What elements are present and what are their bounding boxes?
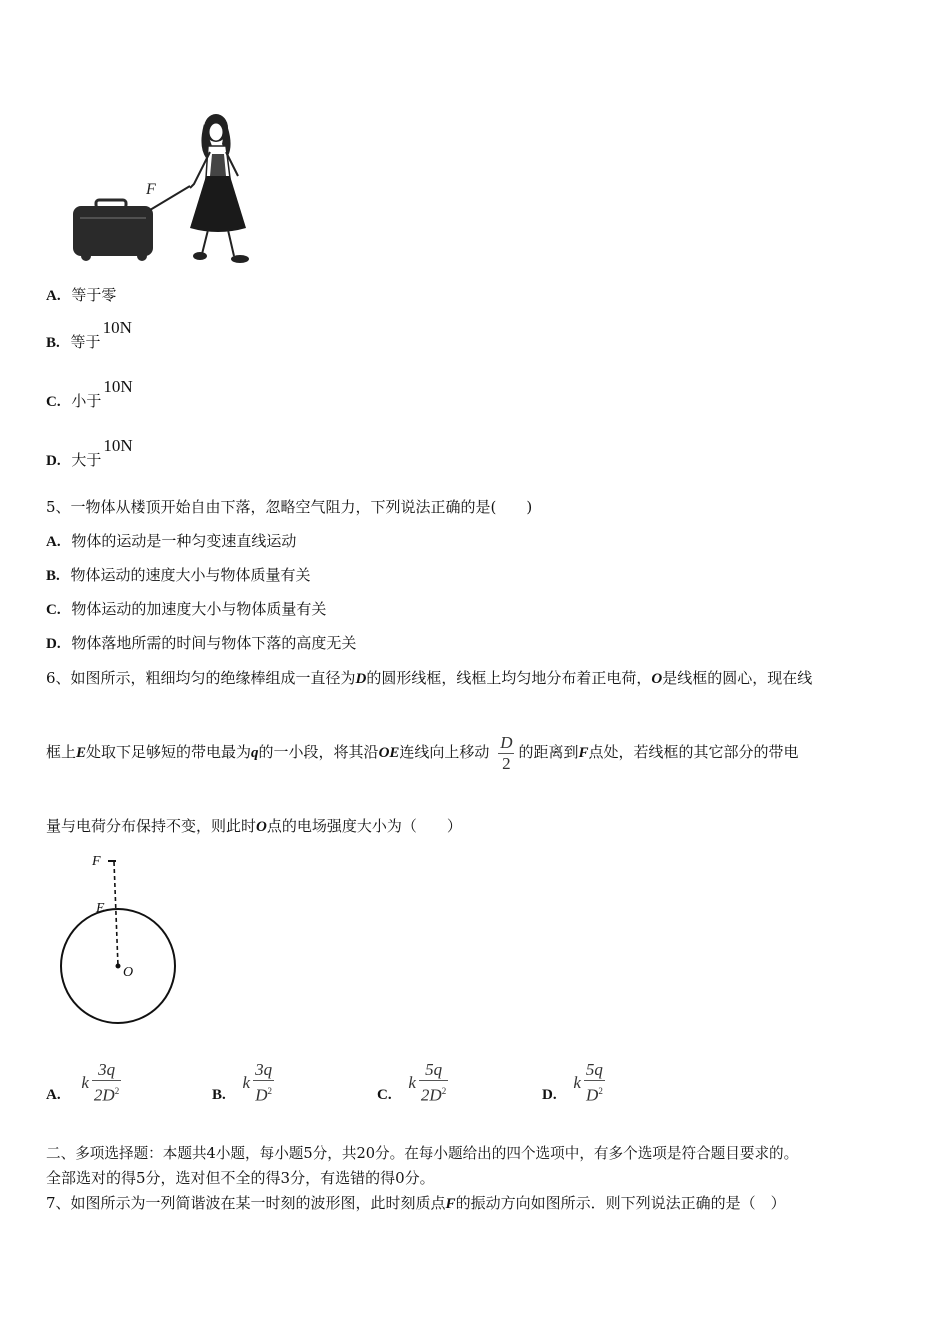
q6-text: 连线向上移动: [399, 743, 490, 761]
symbol-q: q: [251, 745, 259, 761]
dashed-line-of: [114, 862, 118, 966]
center-point: [116, 964, 121, 969]
option-text: 物体运动的加速度大小与物体质量有关: [71, 600, 327, 618]
q6-text: 的圆形线框，线框上均匀地分布着正电荷，: [366, 669, 652, 687]
force-label-f: F: [146, 181, 156, 198]
symbol-oe: OE: [378, 745, 400, 761]
fraction-numerator: 5q: [585, 1060, 603, 1080]
q6-text: 处取下足够短的带电最为: [86, 743, 252, 761]
denominator-exponent: 2: [267, 1086, 272, 1097]
fraction-denominator: [584, 1081, 605, 1106]
q7-text: 的振动方向如图所示．则下列说法正确的是（ ）: [455, 1194, 786, 1212]
q6-stem-line3: [46, 816, 462, 837]
q6-stem-line2: [46, 730, 799, 775]
denominator-exponent: 2: [114, 1086, 120, 1097]
option-letter: B.: [46, 335, 60, 351]
q4-option-d[interactable]: [46, 436, 133, 471]
section-2-line2: 全部选对的得5分，选对但不全的得3分，有选错的得0分。: [46, 1169, 435, 1187]
option-letter: C.: [46, 394, 61, 410]
q7-stem: [46, 1193, 786, 1214]
option-text: 等于: [70, 333, 101, 351]
q4-option-a[interactable]: [46, 285, 116, 306]
q5-stem: 5、一物体从楼顶开始自由下落，忽略空气阻力，下列说法正确的是( ): [46, 498, 533, 516]
pull-rope-shape: [150, 186, 190, 210]
fraction-denominator: [253, 1081, 274, 1106]
suitcase-shape: [73, 206, 153, 256]
option-unit: 10N: [103, 436, 133, 455]
option-fraction: [253, 1060, 274, 1106]
option-fraction: [92, 1060, 121, 1106]
symbol-e: E: [76, 745, 87, 761]
constant-k: k: [81, 1073, 89, 1092]
constant-k: k: [242, 1073, 251, 1092]
q6-text: 点的电场强度大小为（ ）: [266, 817, 462, 835]
option-letter: D.: [46, 636, 61, 652]
option-letter: D.: [46, 453, 61, 469]
fraction-denominator: [92, 1081, 121, 1106]
denominator-text: D: [255, 1085, 268, 1105]
section-2-heading: [46, 1142, 916, 1190]
option-letter: A.: [46, 534, 61, 550]
q6-option-c[interactable]: [377, 1060, 448, 1106]
section-2-line1: 二、多项选择题：本题共4小题，每小题5分，共20分。在每小题给出的四个选项中，有多个选项是符合题目要求的。: [46, 1145, 799, 1162]
option-text: 物体运动的速度大小与物体质量有关: [70, 566, 311, 584]
label-f: F: [92, 854, 101, 869]
fraction-numerator: D: [500, 732, 513, 752]
option-text: 物体落地所需的时间与物体下落的高度无关: [71, 634, 357, 652]
q6-option-a[interactable]: [46, 1060, 121, 1106]
symbol-d: D: [355, 671, 367, 687]
symbol-o: O: [256, 819, 267, 835]
q7-text: 7、如图所示为一列简谐波在某一时刻的波形图，此时刻质点: [46, 1194, 446, 1212]
q5-option-b[interactable]: [46, 565, 311, 586]
denominator-exponent: 2: [598, 1086, 603, 1097]
option-letter: A.: [46, 1087, 61, 1103]
fraction-numerator: 3q: [92, 1060, 121, 1081]
symbol-f: F: [578, 745, 589, 761]
option-unit: 10N: [103, 377, 133, 396]
label-e: E: [96, 901, 105, 916]
q6-stem-line1: [46, 668, 812, 689]
option-letter: C.: [377, 1087, 392, 1103]
option-letter: C.: [46, 602, 61, 618]
q6-option-d[interactable]: [542, 1060, 605, 1106]
q6-text: 点处，若线框的其它部分的带电: [588, 743, 799, 761]
q6-text: 的距离到: [518, 743, 579, 761]
option-text: 物体的运动是一种匀变速直线运动: [71, 532, 297, 550]
option-fraction: [584, 1060, 605, 1106]
constant-k: k: [573, 1073, 581, 1092]
label-o: O: [123, 965, 134, 980]
constant-k: k: [408, 1073, 416, 1092]
fraction-denominator: 2: [502, 753, 511, 773]
denominator-exponent: 2: [441, 1086, 447, 1097]
option-text: 小于: [71, 392, 102, 410]
denominator-text: D: [586, 1085, 599, 1105]
fraction-numerator: 5q: [419, 1060, 448, 1081]
option-text: 等于零: [71, 286, 117, 304]
option-letter: B.: [46, 568, 60, 584]
charged-ring-figure: [54, 848, 190, 1030]
q5-option-d[interactable]: [46, 633, 356, 654]
symbol-f: F: [445, 1196, 456, 1212]
q6-option-b[interactable]: [212, 1060, 274, 1106]
q4-option-c[interactable]: [46, 377, 133, 412]
option-unit: 10N: [102, 318, 132, 337]
option-text: 大于: [71, 451, 102, 469]
q5-option-a[interactable]: [46, 531, 296, 552]
denominator-text: 2D: [420, 1085, 442, 1105]
q4-option-b[interactable]: [46, 318, 132, 353]
q6-text: 的一小段，将其沿: [258, 743, 379, 761]
q5-option-c[interactable]: [46, 599, 326, 620]
denominator-text: 2D: [93, 1085, 115, 1105]
symbol-o: O: [651, 671, 663, 687]
option-letter: B.: [212, 1087, 226, 1103]
fraction-numerator: 3q: [255, 1060, 273, 1080]
fraction-d-over-2: [498, 733, 514, 774]
option-letter: A.: [46, 288, 61, 304]
fraction-denominator: [419, 1081, 448, 1106]
girl-pulling-suitcase-figure: [66, 106, 266, 272]
option-fraction: [419, 1060, 448, 1106]
q6-text: 6、如图所示，粗细均匀的绝缘棒组成一直径为: [46, 669, 356, 687]
q6-text: 量与电荷分布保持不变，则此时: [46, 817, 257, 835]
q6-text: 是线框的圆心，现在线: [662, 669, 813, 687]
q6-text: 框上: [46, 743, 77, 761]
option-letter: D.: [542, 1087, 557, 1103]
